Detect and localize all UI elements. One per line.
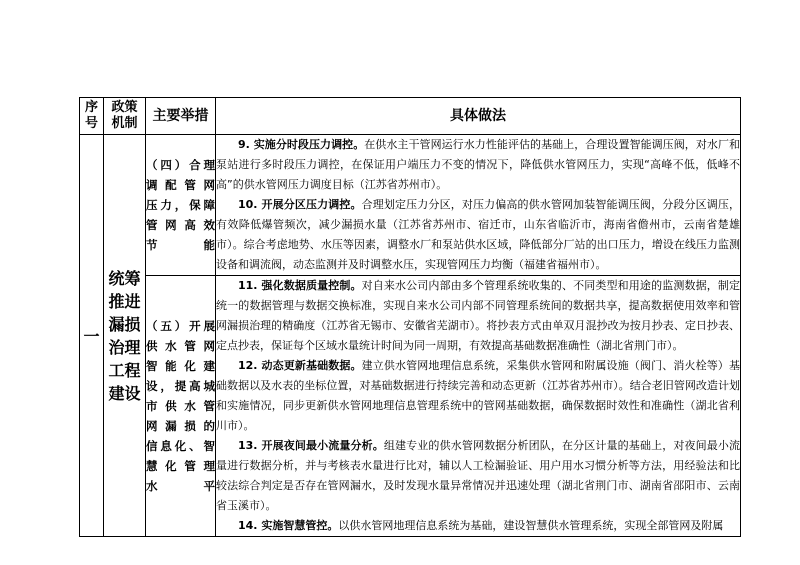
detail-item — [216, 135, 740, 195]
measure-line: 供水管网 — [146, 339, 215, 353]
detail-item — [216, 356, 740, 436]
detail-cell-5 — [216, 276, 741, 537]
detail-item — [216, 436, 740, 516]
item-title: 12. 动态更新基础数据。 — [238, 359, 362, 372]
measure-line: 网漏损的 — [146, 419, 215, 433]
item-body: 组建专业的供水管网数据分析团队，在分区计量的基础上，对夜间最小流量进行数据分析，并与考核表水量进行比对，辅以人工检漏验证、用户用水习惯分析等方法，用经验法和比较法综合判定是否存在管网漏水，及时发现水量异常情况并迅速处理（湖北省荆门市、湖南省邵阳市、云南省玉溪市）。 — [216, 439, 740, 512]
header-seq — [80, 98, 104, 135]
policy-line: 建设 — [108, 383, 141, 403]
policy-line: 统筹 — [108, 268, 141, 288]
item-body: 在供水主干管网运行水力性能评估的基础上，合理设置智能调压阀，对水厂和泵站进行多时段压力调控，在保证用户端压力不变的情况下，降低供水管网压力，实现“高峰不低，低峰不高”的供水管网压力调度目标（江苏省苏州市）。 — [216, 138, 740, 191]
measure-cell-4 — [146, 135, 216, 276]
table-row — [80, 135, 741, 276]
header-seq-line: 序 — [84, 100, 98, 115]
policy-line: 治理 — [108, 337, 141, 357]
table-header-row — [80, 98, 741, 135]
detail-cell-4 — [216, 135, 741, 276]
header-measure: 主要举措 — [146, 98, 216, 135]
detail-item — [216, 516, 740, 536]
measure-line: 节能 — [146, 238, 215, 252]
item-body: 建立供水管网地理信息系统，采集供水管网和附属设施（阀门、消火栓等）基础数据以及水表的坐标位置，对基础数据进行持续完善和动态更新（江苏省苏州市）。结合老旧管网改造计划和实施情况，同步更新供水管网地理信息管理系统中的管网基础数据，确保数据时效性和准确性（湖北省利川市）。 — [216, 359, 740, 432]
item-title: 13. 开展夜间最小流量分析。 — [238, 439, 384, 452]
measure-line: 智能化建 — [146, 359, 215, 373]
table-row — [80, 276, 741, 537]
measure-line: 慧化管理 — [146, 459, 215, 473]
measure-line: 设，提高城 — [146, 379, 215, 393]
header-detail: 具体做法 — [216, 98, 741, 135]
header-policy-line: 政策 — [111, 100, 138, 115]
item-body: 对自来水公司内部由多个管理系统收集的、不同类型和用途的监测数据，制定统一的数据管理与数据交换标准，实现自来水公司内部不同管理系统间的数据共享，提高数据使用效率和管网漏损治理的精确度（江苏省无锡市、安徽省芜湖市）。将抄表方式由单双月混抄改为按月抄表、定日抄表、定点抄表，保证每个区域水量统计时间为同一周期，有效提高基础数据准确性（湖北省荆门市）。 — [216, 279, 740, 352]
row-policy — [104, 135, 146, 537]
item-body: 以供水管网地理信息系统为基础，建设智慧供水管理系统，实现全部管网及附属 — [338, 519, 724, 532]
header-seq-line: 号 — [84, 116, 98, 131]
header-policy-line: 机制 — [111, 116, 138, 131]
measure-line: 市供水管 — [146, 399, 215, 413]
item-title: 11. 强化数据质量控制。 — [238, 279, 362, 292]
item-title: 14. 实施智慧管控。 — [238, 519, 339, 532]
detail-item — [216, 276, 740, 356]
measure-line: 信息化、智 — [146, 439, 215, 453]
measure-cell-5 — [146, 276, 216, 537]
measure-line: 水平 — [146, 479, 215, 493]
detail-item — [216, 195, 740, 275]
item-title: 10. 开展分区压力调控。 — [238, 198, 362, 211]
policy-table — [79, 97, 741, 537]
policy-line: 推进 — [108, 291, 141, 311]
policy-line: 漏损 — [108, 314, 141, 334]
header-policy — [104, 98, 146, 135]
measure-line: （五）开展 — [146, 319, 215, 333]
row-seq: 一 — [80, 135, 104, 537]
policy-line: 工程 — [108, 360, 141, 380]
measure-line: 压力，保障 — [146, 198, 215, 212]
measure-line: 管网高效 — [146, 218, 215, 232]
item-title: 9. 实施分时段压力调控。 — [238, 138, 365, 151]
measure-line: （四）合理 — [146, 158, 215, 172]
item-body: 合理划定压力分区，对压力偏高的供水管网加装智能调压阀，分段分区调压，有效降低爆管频次，减少漏损水量（江苏省苏州市、宿迁市，山东省临沂市，海南省儋州市，云南省楚雄市）。综合考虑地势、水压等因素，调整水厂和泵站供水区域，降低部分厂站的出口压力，增设在线压力监测设备和调流阀，动态监测并及时调整水压，实现管网压力均衡（福建省福州市）。 — [216, 198, 740, 271]
measure-line: 调配管网 — [146, 178, 215, 192]
